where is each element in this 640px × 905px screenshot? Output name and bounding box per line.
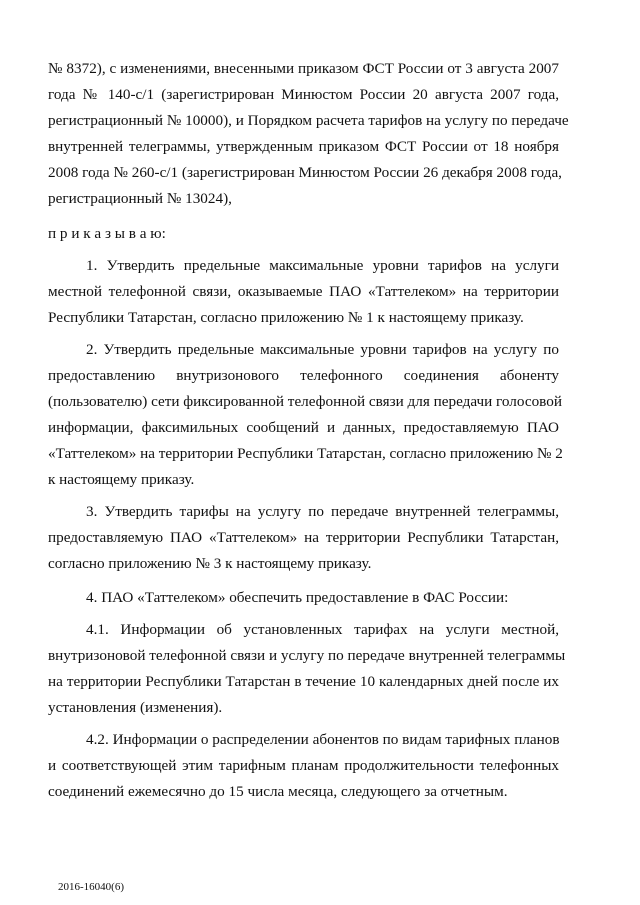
- text-line: регистрационный № 10000), и Порядком расчета тарифов на услугу по передаче: [48, 112, 569, 129]
- text-line: регистрационный № 13024),: [48, 190, 232, 207]
- text-line: предоставлению внутризонового телефонного соединения абоненту: [48, 367, 559, 384]
- text-line: информации, факсимильных сообщений и данных, предоставляемую ПАО: [48, 419, 559, 436]
- text-line: и соответствующей этим тарифным планам продолжительности телефонных: [48, 757, 559, 774]
- text-line: «Таттелеком» на территории Республики Татарстан, согласно приложению № 2: [48, 445, 563, 462]
- text-line: 2008 года № 260-с/1 (зарегистрирован Минюстом России 26 декабря 2008 года,: [48, 164, 562, 181]
- text-line: на территории Республики Татарстан в течение 10 календарных дней после их: [48, 673, 559, 690]
- text-line: года № 140-с/1 (зарегистрирован Минюстом России 20 августа 2007 года,: [48, 86, 559, 103]
- text-line: 4. ПАО «Таттелеком» обеспечить предоставление в ФАС России:: [86, 589, 509, 606]
- text-line: 2. Утвердить предельные максимальные уровни тарифов на услугу по: [86, 341, 559, 358]
- text-line: предоставляемую ПАО «Таттелеком» на территории Республики Татарстан,: [48, 529, 559, 546]
- text-line: 1. Утвердить предельные максимальные уровни тарифов на услуги: [86, 257, 559, 274]
- text-line: к настоящему приказу.: [48, 471, 195, 488]
- text-line: (пользователю) сети фиксированной телефонной связи для передачи голосовой: [48, 393, 562, 410]
- text-line: внутризоновой телефонной связи и услугу по передаче внутренней телеграммы: [48, 647, 566, 664]
- text-line: согласно приложению № 3 к настоящему приказу.: [48, 555, 372, 572]
- document-footer-code: 2016-16040(6): [58, 881, 124, 893]
- text-line: 4.2. Информации о распределении абонентов по видам тарифных планов: [86, 731, 560, 748]
- order-keyword: п р и к а з ы в а ю:: [48, 225, 166, 242]
- text-line: 4.1. Информации об установленных тарифах на услуги местной,: [86, 621, 559, 638]
- text-line: 3. Утвердить тарифы на услугу по передаче внутренней телеграммы,: [86, 503, 559, 520]
- text-line: Республики Татарстан, согласно приложению № 1 к настоящему приказу.: [48, 309, 524, 326]
- text-line: № 8372), с изменениями, внесенными приказом ФСТ России от 3 августа 2007: [48, 60, 559, 77]
- text-line: внутренней телеграммы, утвержденным приказом ФСТ России от 18 ноября: [48, 138, 559, 155]
- text-line: местной телефонной связи, оказываемые ПАО «Таттелеком» на территории: [48, 283, 559, 300]
- text-line: соединений ежемесячно до 15 числа месяца, следующего за отчетным.: [48, 783, 508, 800]
- text-line: установления (изменения).: [48, 699, 223, 716]
